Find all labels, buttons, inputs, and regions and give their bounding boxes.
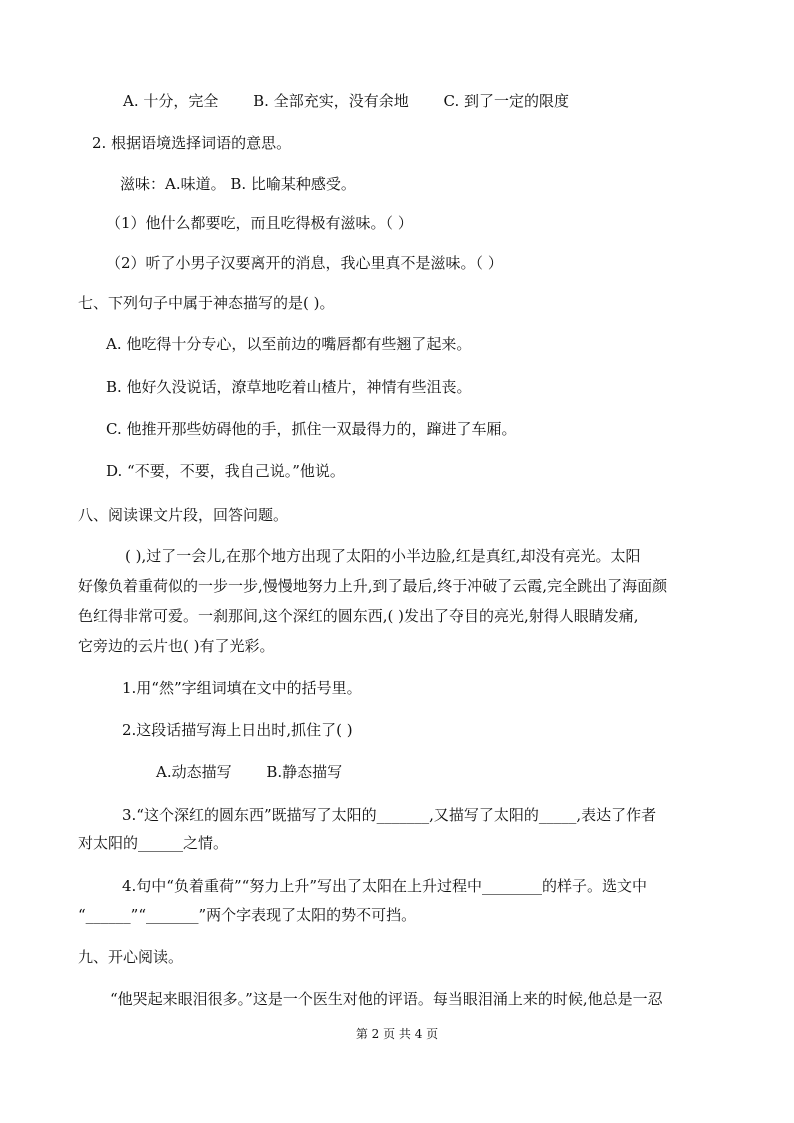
q8-question-1: 1.用“然”字组词填在文中的括号里。 — [122, 679, 362, 697]
q6-2-sentence-1: （1）他什么都要吃，而且吃得极有滋味。（ ） — [106, 214, 413, 232]
q8-passage-line-4: 它旁边的云片也( )有了光彩。 — [78, 637, 275, 655]
option-a: A. 十分，完全 — [123, 92, 219, 110]
page-footer: 第 2 页 共 4 页 — [355, 1027, 439, 1041]
q8-question-2: 2.这段话描写海上日出时,抓住了( ) — [122, 721, 353, 739]
q6-2-definition: 滋味：A.味道。 B. 比喻某种感受。 — [120, 175, 356, 193]
q8-title: 八、阅读课文片段，回答问题。 — [78, 506, 289, 524]
q8-passage-line-2: 好像负着重荷似的一步一步,慢慢地努力上升,到了最后,终于冲破了云霞,完全跳出了海面颜 — [78, 577, 668, 595]
q8-passage-line-1: ( ),过了一会儿,在那个地方出现了太阳的小半边脸,红是真红,却没有亮光。太阳 — [125, 547, 641, 565]
q9-title: 九、开心阅读。 — [78, 948, 184, 966]
q7-option-d: D. “不要，不要，我自己说。”他说。 — [106, 462, 345, 480]
q7-title: 七、下列句子中属于神态描写的是( )。 — [78, 294, 335, 312]
q6-2-title: 2. 根据语境选择词语的意思。 — [92, 134, 292, 152]
q8-question-2-options — [156, 762, 342, 782]
q9-text-line-1: “他哭起来眼泪很多。”这是一个医生对他的评语。每当眼泪涌上来的时候,他总是一忍 — [110, 990, 663, 1008]
option-b: B. 全部充实，没有余地 — [253, 92, 409, 110]
option-c: C. 到了一定的限度 — [443, 92, 569, 110]
q8-question-3-line-1: 3.“这个深红的圆东西”既描写了太阳的_______,又描写了太阳的_____,表达了作者 — [122, 806, 657, 824]
q8-question-4-line-1: 4.句中“负着重荷”“努力上升”写出了太阳在上升过程中________的样子。选文中 — [122, 877, 647, 895]
q6-2-sentence-2: （2）听了小男子汉要离开的消息，我心里真不是滋味。（ ） — [106, 254, 503, 272]
q7-option-b: B. 他好久没说话，潦草地吃着山楂片，神情有些沮丧。 — [106, 378, 472, 396]
q8-question-3-line-2: 对太阳的______之情。 — [78, 834, 229, 852]
q8-option-b: B.静态描写 — [266, 763, 343, 781]
q8-question-4-line-2: “______”“_______”两个字表现了太阳的势不可挡。 — [78, 906, 417, 924]
q8-option-a: A.动态描写 — [156, 763, 232, 781]
q6-options-row — [123, 91, 569, 111]
q7-option-c: C. 他推开那些妨碍他的手，抓住一双最得力的，蹿进了车厢。 — [106, 420, 517, 438]
q7-option-a: A. 他吃得十分专心，以至前边的嘴唇都有些翘了起来。 — [106, 335, 472, 353]
q8-passage-line-3: 色红得非常可爱。一刹那间,这个深红的圆东西,( )发出了夺目的亮光,射得人眼睛发痛, — [78, 607, 639, 625]
